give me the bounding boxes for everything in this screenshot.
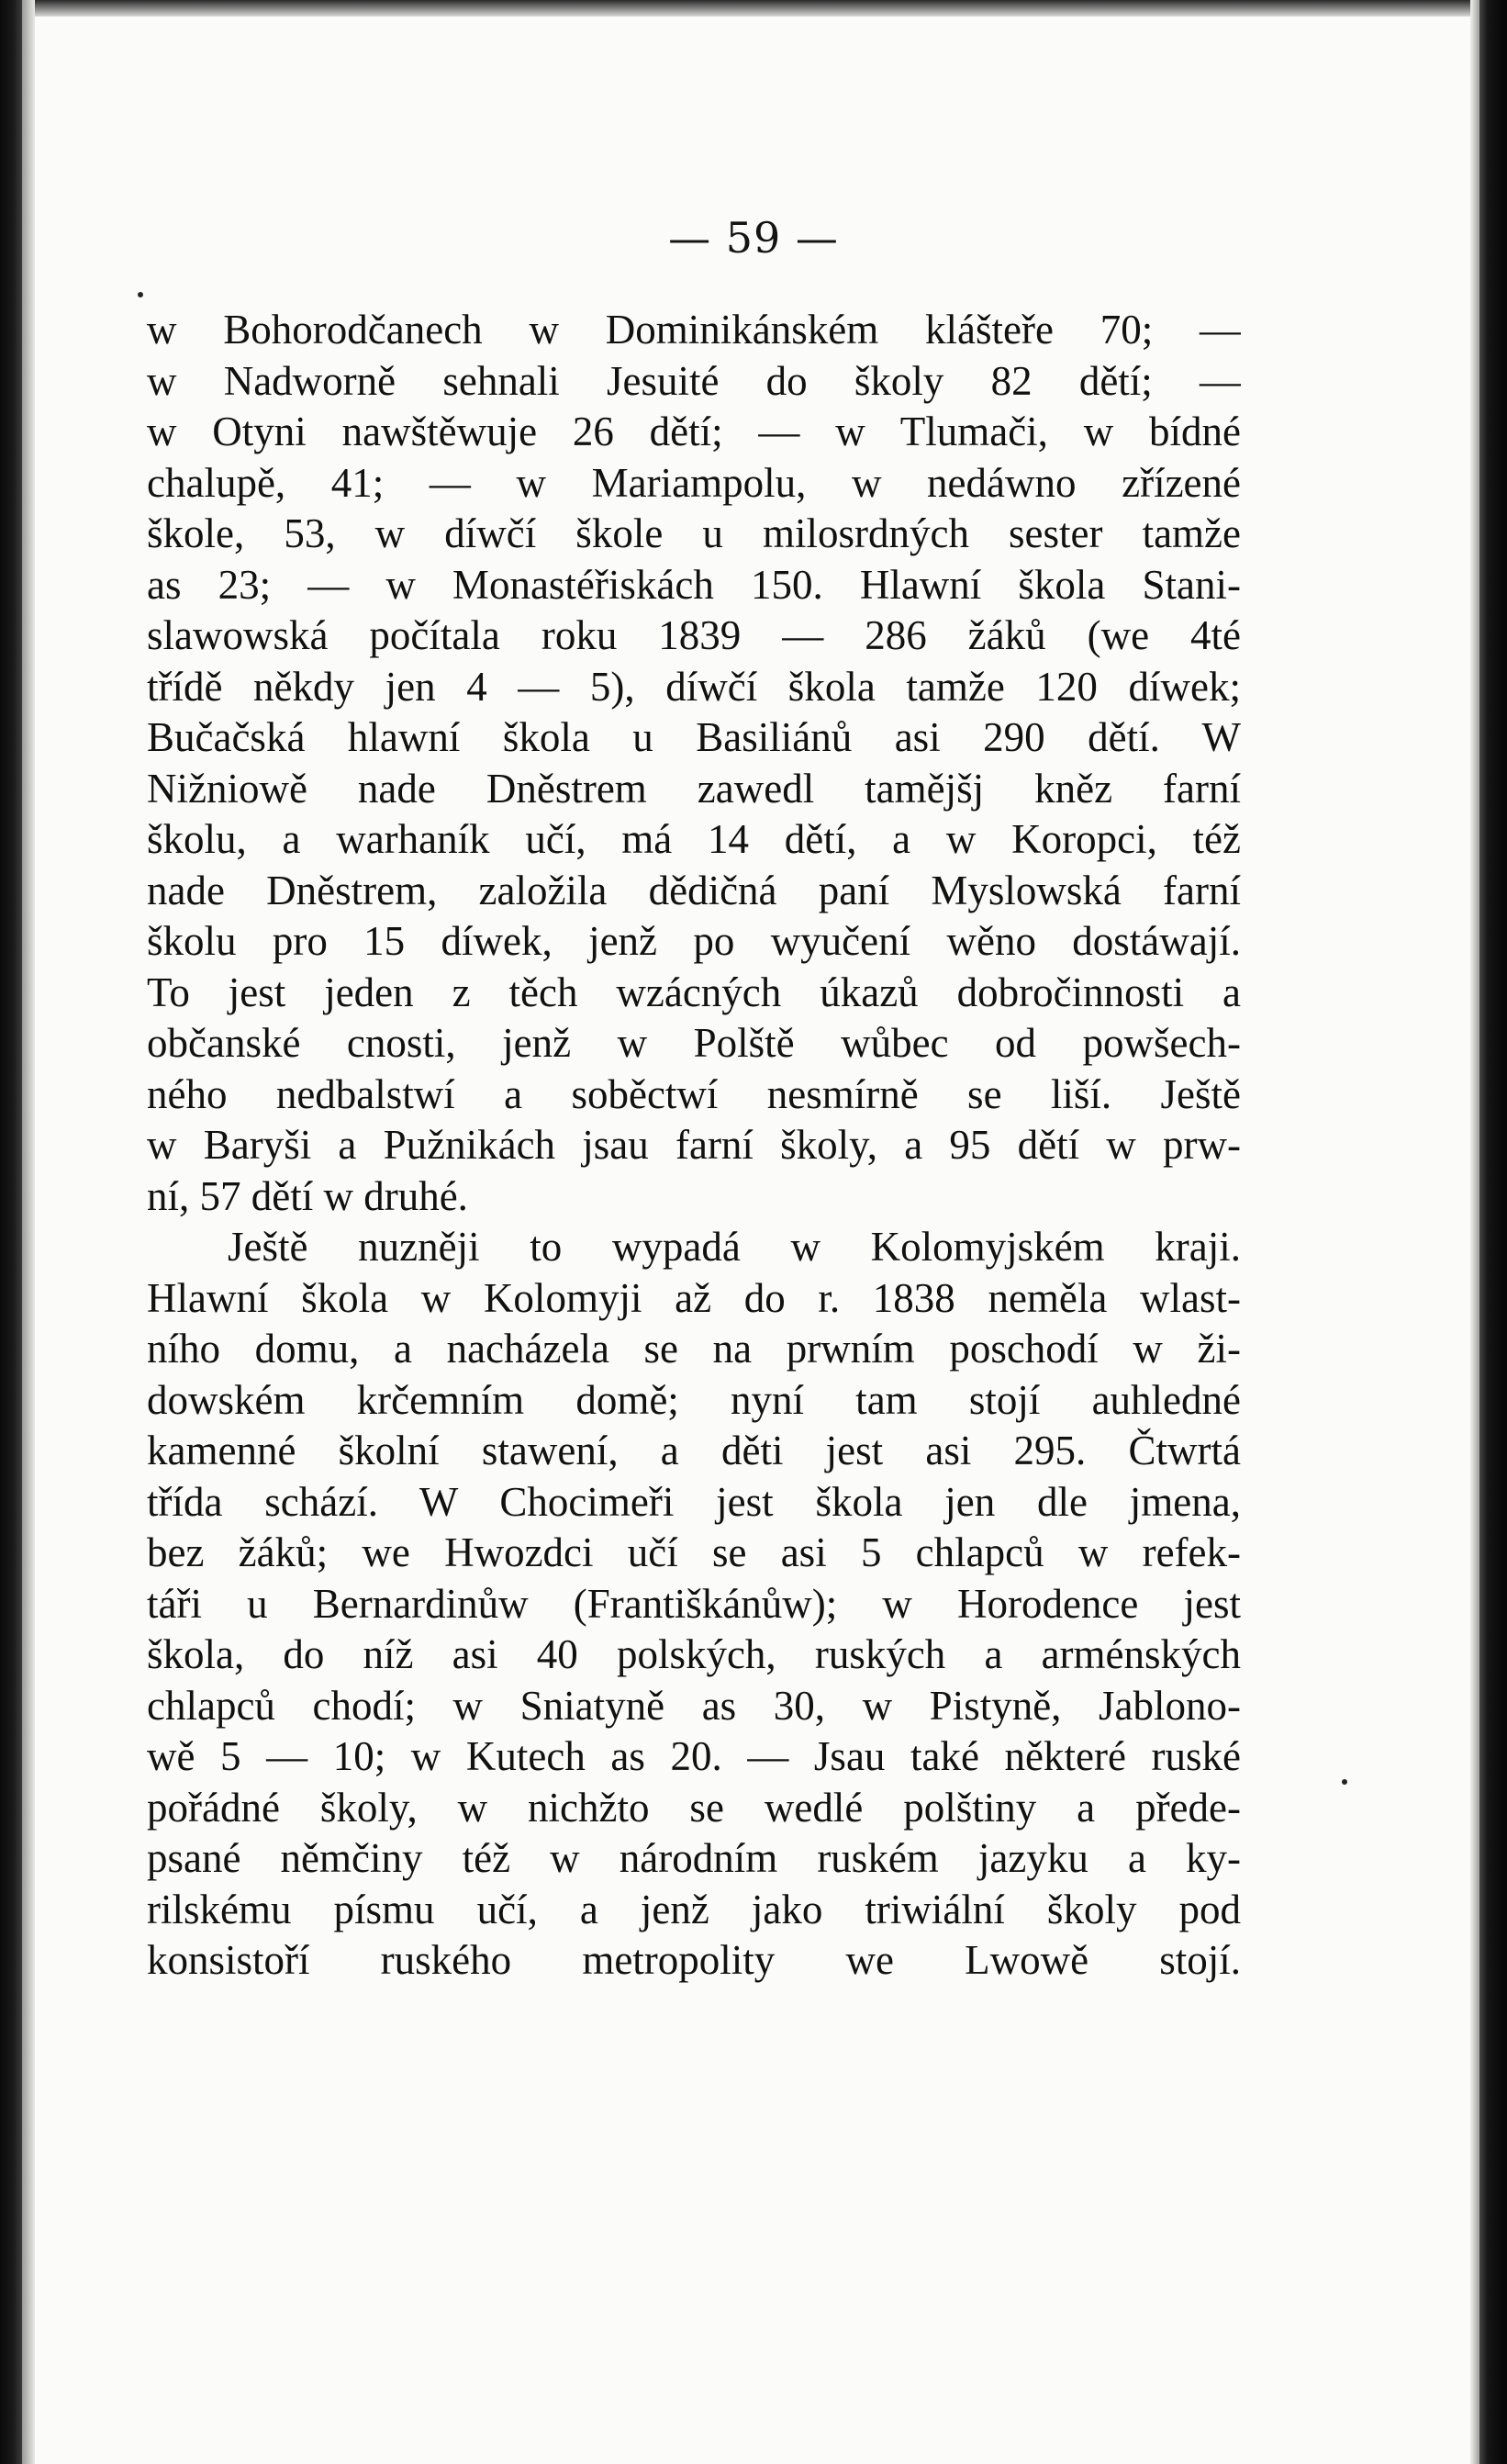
scan-left-edge (0, 0, 22, 2464)
text-line: táři u Bernardinůw (Františkánůw); w Horodence jest (147, 1580, 1241, 1627)
text-line: chlapců chodí; w Sniatyně as 30, w Pistyně, Jablono- (147, 1682, 1241, 1729)
text-line: nade Dněstrem, založila dědičná paní Myslowská farní (147, 867, 1241, 913)
text-line: bez žáků; we Hwozdci učí se asi 5 chlapců w refek- (147, 1529, 1241, 1575)
text-line: škola, do níž asi 40 polských, ruských a arménských (147, 1631, 1241, 1677)
scan-speck (138, 292, 143, 297)
scan-left-shadow (22, 0, 35, 2464)
text-line: třídě někdy jen 4 — 5), díwčí škola tamže 120 díwek; (147, 663, 1241, 710)
text-line: To jest jeden z těch wzácných úkazů dobročinnosti a (147, 969, 1241, 1015)
text-line: školu pro 15 díwek, jenž po wyučení wěno dostáwají. (147, 918, 1241, 964)
text-line: ného nedbalstwí a soběctwí nesmírně se liší. Ještě (147, 1070, 1241, 1117)
scan-right-shadow (1470, 0, 1479, 2464)
scan-top-edge (0, 0, 1507, 17)
text-line: as 23; — w Monastéřiskách 150. Hlawní škola Stani- (147, 561, 1241, 608)
text-line: školu, a warhaník učí, má 14 dětí, a w Koropci, též (147, 816, 1241, 862)
text-line: škole, 53, w díwčí škole u milosrdných sester tamže (147, 510, 1241, 556)
text-line: Nižniowě nade Dněstrem zawedl tamějšj kněz farní (147, 765, 1241, 812)
text-line: w Otyni nawštěwuje 26 dětí; — w Tlumači, w bídné (147, 409, 1241, 454)
text-line: w Nadworně sehnali Jesuité do školy 82 dětí; — (147, 357, 1241, 404)
text-line: slawowská počítala roku 1839 — 286 žáků (we 4té (147, 612, 1241, 658)
text-line: ního domu, a nacházela se na prwním poschodí w ži- (147, 1326, 1241, 1372)
text-line: občanské cnosti, jenž w Polště wůbec od powšech- (147, 1020, 1241, 1066)
text-line: w Bohorodčanech w Dominikánském klášteře 70; — (147, 307, 1241, 353)
text-line: psané němčiny též w národním ruském jazyku a ky- (147, 1835, 1241, 1881)
paragraph-start-line: Ještě nuzněji to wypadá w Kolomyjském kraji. (228, 1224, 1241, 1270)
text-line: konsistoří ruského metropolity we Lwowě stojí. (147, 1937, 1241, 1983)
text-line: Bučačská hlawní škola u Basiliánů asi 290 dětí. W (147, 714, 1241, 760)
text-line: rilskému písmu učí, a jenž jako triwiální školy pod (147, 1886, 1241, 1932)
body-text (147, 305, 1241, 1987)
page-number: — 59 — (668, 213, 839, 263)
text-line: kamenné školní stawení, a děti jest asi 295. Čtwrtá (147, 1428, 1241, 1473)
text-line: chalupě, 41; — w Mariampolu, w nedáwno zřízené (147, 459, 1241, 506)
scan-speck (1342, 1779, 1347, 1785)
text-line: w Baryši a Pužnikách jsau farní školy, a 95 dětí w prw- (147, 1122, 1241, 1168)
paragraph-end-line: ní, 57 dětí w druhé. (147, 1172, 468, 1219)
text-line: třída schází. W Chocimeři jest škola jen dle jmena, (147, 1478, 1241, 1525)
text-line: wě 5 — 10; w Kutech as 20. — Jsau také některé ruské (147, 1733, 1241, 1779)
text-line: pořádné školy, w nichžto se wedlé polštiny a přede- (147, 1784, 1241, 1831)
scan-right-edge (1479, 0, 1507, 2464)
text-line: dowském krčemním domě; nyní tam stojí auhledné (147, 1376, 1241, 1423)
text-line: Hlawní škola w Kolomyji až do r. 1838 neměla wlast- (147, 1274, 1241, 1321)
